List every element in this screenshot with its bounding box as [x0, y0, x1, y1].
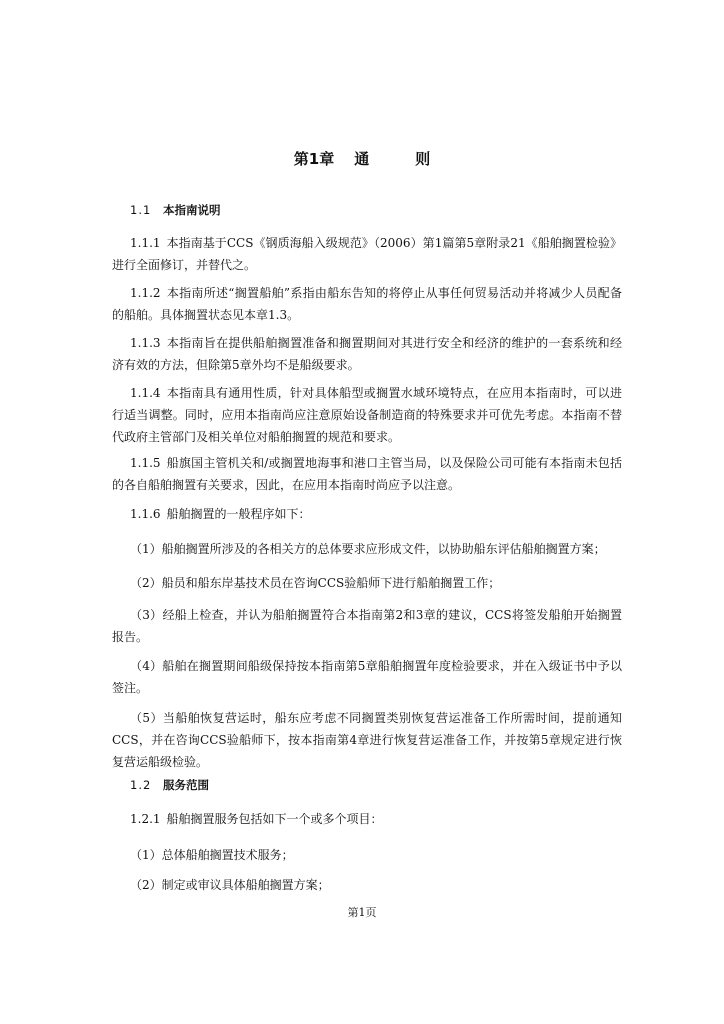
- procedure-item-2: （2）船员和船东岸基技术员在咨询CCS验船师下进行船舶搁置工作；: [130, 576, 501, 590]
- paragraph-number: 1.1.5: [130, 456, 161, 470]
- procedure-item-3: （3）经船上检查，并认为船舶搁置符合本指南第2和3章的建议，CCS将签发船舶开始搁置报告。: [112, 608, 622, 644]
- chapter-title-part-1: 通: [354, 150, 370, 168]
- paragraph-text: 本指南所述“搁置船舶”系指由船东告知的将停止从事任何贸易活动并将减少人员配备的船舶。具体搁置状态见本章1.3。: [112, 286, 622, 322]
- paragraph-1-1-6: [112, 503, 622, 525]
- section-title: 本指南说明: [163, 203, 221, 217]
- paragraph-text: 船舶搁置的一般程序如下：: [166, 507, 311, 521]
- paragraph-number: 1.2.1: [130, 812, 161, 826]
- paragraph-1-1-3: [112, 332, 622, 376]
- paragraph-1-1-4: [112, 382, 622, 448]
- paragraph-number: 1.1.6: [130, 507, 161, 521]
- page-number: 第1页: [347, 906, 377, 919]
- paragraph-number: 1.1.1: [130, 236, 161, 250]
- paragraph-number: 1.1.4: [130, 386, 161, 400]
- paragraph-1-2-1: [112, 808, 622, 830]
- paragraph-text: 本指南基于CCS《钢质海船入级规范》（2006）第1篇第5章附录21《船舶搁置检验》进行全面修订，并替代之。: [112, 236, 622, 272]
- service-item-1: （1）总体船舶搁置技术服务；: [130, 848, 294, 862]
- procedure-item-1: （1）船舶搁置所涉及的各相关方的总体要求应形成文件，以协助船东评估船舶搁置方案；: [130, 542, 606, 556]
- chapter-number: 第1章: [293, 150, 335, 168]
- chapter-title-part-2: 则: [415, 150, 431, 168]
- section-heading-1-1: [130, 202, 221, 218]
- service-item-2: （2）制定或审议具体船舶搁置方案；: [130, 878, 330, 892]
- paragraph-number: 1.1.3: [130, 336, 161, 350]
- procedure-item-5: （5）当船舶恢复营运时，船东应考虑不同搁置类别恢复营运准备工作所需时间，提前通知CCS，并在咨询CCS验船师下，按本指南第4章进行恢复营运准备工作，并按第5章规定进行恢复营运船级检验。: [112, 711, 622, 769]
- paragraph-text: 本指南旨在提供船舶搁置准备和搁置期间对其进行安全和经济的维护的一套系统和经济有效的方法，但除第5章外均不是船级要求。: [112, 336, 622, 372]
- paragraph-1-1-1: [112, 232, 622, 276]
- paragraph-text: 船舶搁置服务包括如下一个或多个项目：: [166, 812, 383, 826]
- paragraph-number: 1.1.2: [130, 286, 161, 300]
- section-number: 1.2: [130, 778, 152, 792]
- section-heading-1-2: [130, 777, 209, 793]
- paragraph-1-1-5: [112, 452, 622, 496]
- paragraph-1-1-2: [112, 282, 622, 326]
- section-title: 服务范围: [163, 778, 209, 792]
- procedure-item-4: （4）船舶在搁置期间船级保持按本指南第5章船舶搁置年度检验要求，并在入级证书中予以签注。: [112, 659, 622, 695]
- section-number: 1.1: [130, 203, 152, 217]
- chapter-title: [0, 148, 724, 169]
- paragraph-text: 船旗国主管机关和/或搁置地海事和港口主管当局，以及保险公司可能有本指南未包括的各自船舶搁置有关要求，因此，在应用本指南时尚应予以注意。: [112, 456, 622, 492]
- paragraph-text: 本指南具有通用性质，针对具体船型或搁置水域环境特点，在应用本指南时，可以进行适当调整。同时，应用本指南尚应注意原始设备制造商的特殊要求并可优先考虑。本指南不替代政府主管部门及相关单位对船舶搁置的规范和要求。: [112, 386, 622, 444]
